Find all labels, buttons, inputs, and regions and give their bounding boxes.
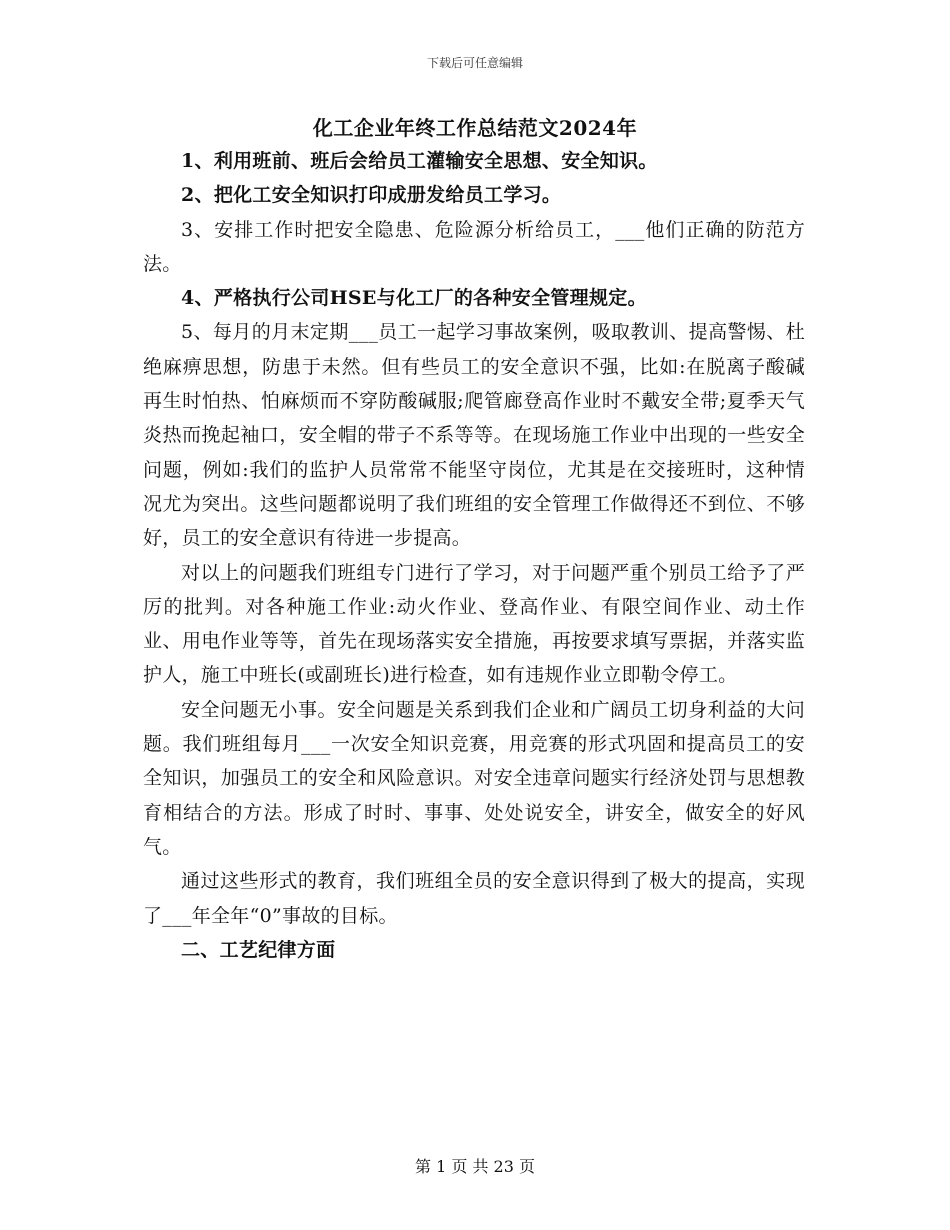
paragraph-3: 3、安排工作时把安全隐患、危险源分析给员工，___他们正确的防范方法。 <box>143 218 805 275</box>
document-title: 化工企业年终工作总结范文2024年 <box>312 116 638 140</box>
paragraph-4: 4、严格执行公司HSE与化工厂的各种安全管理规定。 <box>181 287 647 310</box>
paragraph-2: 2、把化工安全知识打印成册发给员工学习。 <box>181 184 562 207</box>
paragraph-8: 通过这些形式的教育，我们班组全员的安全意识得到了极大的提高，实现了___年全年“0”事故的目标。 <box>143 870 805 927</box>
section-heading: 二、工艺纪律方面 <box>181 938 336 961</box>
paragraph-6: 对以上的问题我们班组专门进行了学习，对于问题严重个别员工给予了严厉的批判。对各种施工作业:动火作业、登高作业、有限空间作业、动土作业、用电作业等等，首先在现场落实安全措施，再按要求填写票据，并落实监护人，施工中班长(或副班长)进行检查，如有违规作业立即勒令停工。 <box>143 561 805 687</box>
paragraph-1: 1、利用班前、班后会给员工灌输安全思想、安全知识。 <box>181 150 658 172</box>
document-body <box>143 144 805 967</box>
header-note: 下载后可任意编辑 <box>426 56 523 70</box>
paragraph-7: 安全问题无小事。安全问题是关系到我们企业和广阔员工切身利益的大问题。我们班组每月___一次安全知识竞赛，用竞赛的形式巩固和提高员工的安全知识，加强员工的安全和风险意识。对安全违章问题实行经济处罚与思想教育相结合的方法。形成了时时、事事、处处说安全，讲安全，做安全的好风气。 <box>143 698 805 858</box>
page-footer: 第 1 页 共 23 页 <box>415 1157 535 1176</box>
paragraph-5: 5、每月的月末定期___员工一起学习事故案例，吸取教训、提高警惕、杜绝麻痹思想，防患于未然。但有些员工的安全意识不强，比如:在脱离子酸碱再生时怕热、怕麻烦而不穿防酸碱服;爬管廊登高作业时不戴安全带;夏季天气炎热而挽起袖口，安全帽的带子不系等等。在现场施工作业中出现的一些安全问题，例如:我们的监护人员常常不能坚守岗位，尤其是在交接班时，这种情况尤为突出。这些问题都说明了我们班组的安全管理工作做得还不到位、不够好，员工的安全意识有待进一步提高。 <box>143 321 805 550</box>
